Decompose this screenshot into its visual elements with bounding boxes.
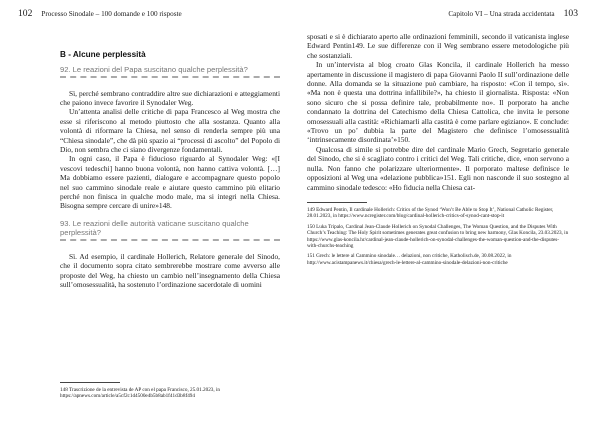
footnote-150: 150 Luka Tripalo, Cardinal Jean-Claude Hollerich on Synodal Challenges, The Woman Question, and the Disputes With Church’s Teaching: The Holy Spirit sometimes generates great confusion to bring new harmony, Glas Koncila, 23.03.2023, in https://www.glas-koncila.hr/cardinal-jean-claude-hollerich-on-synodal-challenges-the-woman-question-and-the-disputes-with-churchs-teaching bbox=[307, 223, 569, 249]
right-page-number: 103 bbox=[563, 8, 578, 19]
left-running-head bbox=[18, 8, 182, 19]
right-text-column bbox=[307, 32, 569, 270]
footnote-148: 148 Trascrizione de la entrevista de AP con el papa Francisco, 25.01.2023, in https://apnews.com/article/a5cf2c1d4500e4b5b8ab1f41d3b8f494 bbox=[60, 387, 221, 400]
paragraph: Un’attenta analisi delle critiche di papa Francesco al Weg mostra che esse si riferiscono al metodo piuttosto che alla sostanza. Quanto alla volontà di riformare la Chiesa, nel senso di renderla sempre più una “Chiesa sinodale”, che dà più spazio ai “processi di ascolto” del Popolo di Dio, non sembra che ci siano divergenze fondamentali. bbox=[60, 107, 280, 155]
footnote-149: 149 Edward Pentin, Il cardinale Hollerich: Critics of the Synod ‘Won’t Be Able to Stop It’, National Catholic Register, 28.01.2023, in https://www.ncregister.com/blog/cardinal-hollerich-critics-of-synod-cant-stop-it bbox=[307, 206, 554, 220]
paragraph: Qualcosa di simile si potrebbe dire del cardinale Mario Grech, Segretario generale del Sinodo, che si è scagliato contro i critici del Weg. Tali critiche, dice, «non servono a nulla. Non fanno che polarizzare ulteriormente». Il porporato maltese definisce le opposizioni al Weg una «delazione pubblica»151. Egli non nasconde il suo sostegno al cammino sinodale tedesco: «Ho fiducia nella Chiesa cat- bbox=[307, 144, 569, 192]
footnote-rule bbox=[60, 382, 120, 383]
subheading-92: 92. Le reazioni del Papa suscitano qualche perplessità? bbox=[60, 65, 280, 78]
paragraph: Sì. Ad esempio, il cardinale Hollerich, Relatore generale del Sinodo, che il documento sopra citato sembrerebbe mostrare come avverso alle proposte del Weg, ha chiesto un cambio nell’insegnamento della Chiesa sull’omosessualità, ha sostenuto l’ordinazione sacerdotale di uomini bbox=[60, 252, 280, 290]
footnote-151: 151 Grech: le lettere al Cammino sinodale… delazioni, non critiche, Katholisch.de, 30.08.2022, in http://www.acistampanews.it/chiesa/grech-le-lettere-al-cammino-sinodale-delazioni-non-critiche bbox=[307, 253, 512, 266]
section-title: B - Alcune perplessità bbox=[60, 50, 146, 59]
right-running-title: Capitolo VI – Una strada accidentata bbox=[448, 10, 555, 18]
right-running-head bbox=[448, 8, 578, 19]
left-page-number: 102 bbox=[18, 8, 33, 19]
paragraph: In ogni caso, il Papa è fiducioso riguardo al Synodaler Weg: «[I vescovi tedeschi] hanno buona volontà, non hanno cattiva volontà. […] Ma dobbiamo essere pazienti, dialogare e accompagnare questo popolo nel suo cammino sinodale reale e aiutare questo cammino più elitario perché non finisca in qualche modo male, ma si integri nella Chiesa. Bisogna sempre cercare di unire»148. bbox=[60, 154, 280, 211]
subheading-93: 93. Le reazioni delle autorità vaticane suscitano qualche perplessità? bbox=[60, 219, 280, 241]
left-footnotes bbox=[60, 372, 280, 404]
paragraph: In un’intervista al blog croato Glas Koncila, il cardinale Hollerich ha messo apertamente in discussione il magistero di papa Giovanni Paolo II sull’ordinazione delle donne. Alla domanda se la situazione può cambiare, ha risposto: «Con il tempo, sì». «Ma non è questa una dottrina infallibile?», ha chiesto il giornalista. Risposta: «Non sono sicuro che si possa definire tale, probabilmente no». Il porporato ha anche condannato la dottrina del Catechismo della Chiesa Cattolica, che invita le persone omosessuali alla castità: «Richiamarli alla castità è come parlare egiziano». E conclude: «Trovo un po’ dubbia la parte del Magistero che definisce l’omosessualità ‘intrinsecamente disordinata’»150. bbox=[307, 60, 569, 145]
footnote-rule bbox=[307, 202, 367, 203]
left-running-title: Processo Sinodale – 100 domande e 100 risposte bbox=[41, 10, 182, 18]
paragraph: Sì, perché sembrano contraddire altre sue dichiarazioni e atteggiamenti che paiono invece favorire il Synodaler Weg. bbox=[60, 88, 280, 107]
paragraph: sposati e si è dichiarato aperto alle ordinazioni femminili, secondo il vaticanista inglese Edward Pentin149. Le sue differenze con il Weg sembrano essere metodologiche più che sostanziali. bbox=[307, 32, 569, 60]
right-page bbox=[300, 0, 600, 430]
left-text-column bbox=[60, 32, 280, 290]
